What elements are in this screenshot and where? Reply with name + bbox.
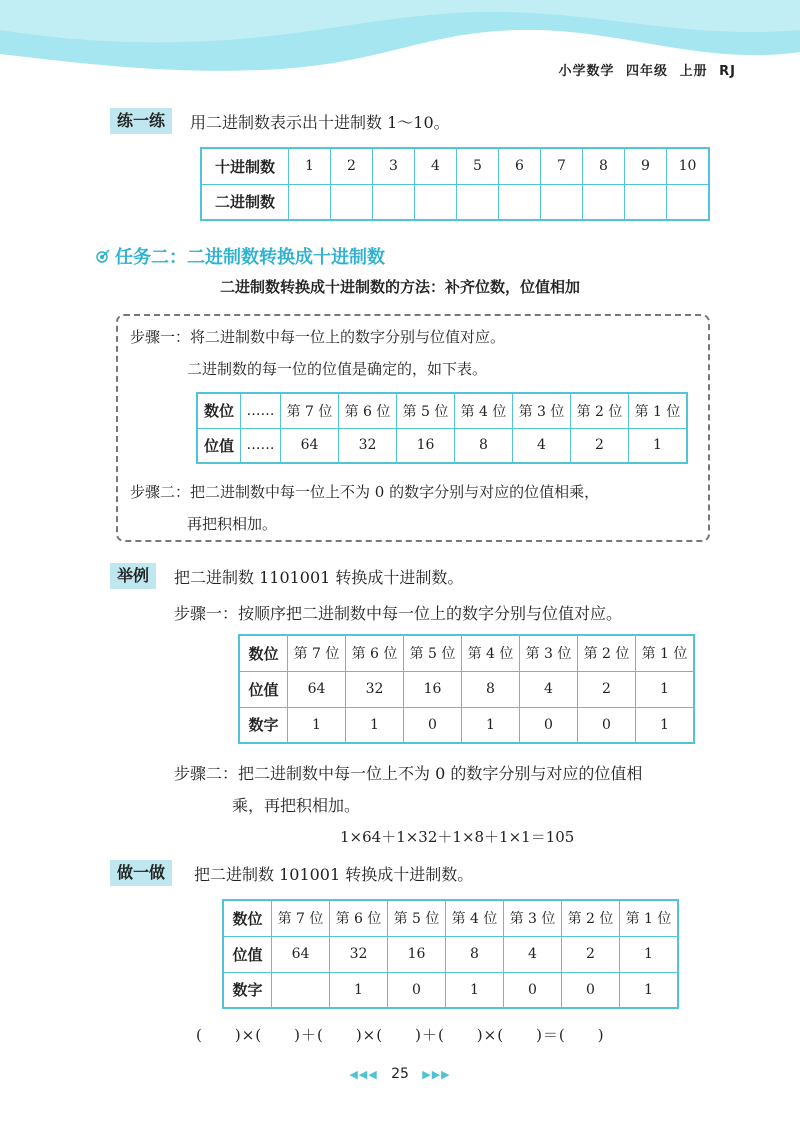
example-text: 把二进制数 1101001 转换成十进制数。 bbox=[174, 568, 464, 587]
example-step1: 步骤一：按顺序把二进制数中每一位上的数字分别与位值对应。 bbox=[174, 604, 623, 623]
position-cell: 第 2 位 bbox=[571, 393, 629, 428]
binary-answer-cell bbox=[583, 184, 625, 220]
digit-cell: 1 bbox=[346, 707, 404, 743]
row-label-place-value: 位值 bbox=[239, 671, 288, 707]
row-label-position: 数位 bbox=[239, 635, 288, 671]
example-step2-line1: 步骤二：把二进制数中每一位上不为 0 的数字分别与对应的位值相 bbox=[174, 764, 643, 783]
header-grade: 四年级 bbox=[626, 64, 669, 79]
row-label-binary: 二进制数 bbox=[201, 184, 289, 220]
digit-cell: 1 bbox=[636, 707, 695, 743]
row-label-place-value: 位值 bbox=[223, 936, 272, 972]
place-value-cell: 64 bbox=[272, 936, 330, 972]
decimal-cell: 7 bbox=[541, 148, 583, 184]
task2-title: 任务二：二进制数转换成十进制数 bbox=[115, 247, 385, 268]
ellipsis-cell: …… bbox=[241, 428, 281, 463]
next-arrows-icon: ▶▶▶ bbox=[422, 1068, 451, 1081]
binary-answer-cell bbox=[541, 184, 583, 220]
example-table bbox=[238, 634, 695, 744]
place-value-cell: 32 bbox=[330, 936, 388, 972]
place-value-cell: 4 bbox=[504, 936, 562, 972]
header-subject: 小学数学 bbox=[558, 64, 615, 79]
row-label-digit: 数字 bbox=[239, 707, 288, 743]
place-value-cell: 16 bbox=[388, 936, 446, 972]
position-cell: 第 4 位 bbox=[462, 635, 520, 671]
place-value-cell: 2 bbox=[578, 671, 636, 707]
method-statement: 二进制数转换成十进制数的方法：补齐位数，位值相加 bbox=[219, 278, 580, 296]
position-cell: 第 6 位 bbox=[346, 635, 404, 671]
position-cell: 第 3 位 bbox=[504, 900, 562, 936]
decimal-cell: 3 bbox=[373, 148, 415, 184]
digit-cell: 0 bbox=[504, 972, 562, 1008]
header-volume: 上册 bbox=[679, 64, 708, 79]
blank-formula: ( )×( )＋( )×( )＋( )×( )＝( ) bbox=[196, 1026, 605, 1044]
box-step2-line2: 再把积相加。 bbox=[187, 515, 278, 533]
position-cell: 第 5 位 bbox=[388, 900, 446, 936]
place-value-cell: 16 bbox=[404, 671, 462, 707]
binary-answer-cell bbox=[373, 184, 415, 220]
page-footer bbox=[0, 1066, 800, 1082]
digit-cell bbox=[272, 972, 330, 1008]
row-label-decimal: 十进制数 bbox=[201, 148, 289, 184]
place-value-cell: 32 bbox=[346, 671, 404, 707]
place-value-cell: 16 bbox=[397, 428, 455, 463]
digit-cell: 1 bbox=[620, 972, 679, 1008]
digit-cell: 1 bbox=[330, 972, 388, 1008]
digit-cell: 1 bbox=[288, 707, 346, 743]
digit-cell: 0 bbox=[520, 707, 578, 743]
exercise-table bbox=[222, 899, 679, 1009]
digit-cell: 0 bbox=[562, 972, 620, 1008]
prev-arrows-icon: ◀◀◀ bbox=[349, 1068, 378, 1081]
place-value-cell: 4 bbox=[520, 671, 578, 707]
binary-answer-cell bbox=[457, 184, 499, 220]
position-cell: 第 5 位 bbox=[397, 393, 455, 428]
box-step2-line1: 步骤二：把二进制数中每一位上不为 0 的数字分别与对应的位值相乘， bbox=[130, 483, 600, 501]
example-tag: 举例 bbox=[110, 563, 156, 589]
row-label-place-value: 位值 bbox=[197, 428, 241, 463]
place-value-cell: 1 bbox=[636, 671, 695, 707]
position-cell: 第 2 位 bbox=[578, 635, 636, 671]
place-value-cell: 8 bbox=[462, 671, 520, 707]
binary-answer-cell bbox=[289, 184, 331, 220]
place-value-cell: 64 bbox=[288, 671, 346, 707]
row-label-position: 数位 bbox=[223, 900, 272, 936]
decimal-cell: 4 bbox=[415, 148, 457, 184]
position-cell: 第 1 位 bbox=[636, 635, 695, 671]
book-header bbox=[559, 60, 737, 79]
ellipsis-cell: …… bbox=[241, 393, 281, 428]
position-cell: 第 6 位 bbox=[330, 900, 388, 936]
binary-answer-cell bbox=[331, 184, 373, 220]
place-value-cell: 1 bbox=[629, 428, 688, 463]
position-cell: 第 1 位 bbox=[629, 393, 688, 428]
position-cell: 第 3 位 bbox=[513, 393, 571, 428]
position-cell: 第 4 位 bbox=[455, 393, 513, 428]
binary-answer-cell bbox=[415, 184, 457, 220]
page-number: 25 bbox=[391, 1066, 409, 1082]
place-value-cell: 2 bbox=[571, 428, 629, 463]
example-formula: 1×64＋1×32＋1×8＋1×1＝105 bbox=[340, 828, 575, 846]
position-cell: 第 3 位 bbox=[520, 635, 578, 671]
practice-text: 用二进制数表示出十进制数 1～10。 bbox=[190, 113, 450, 132]
place-value-cell: 8 bbox=[446, 936, 504, 972]
box-step1: 步骤一：将二进制数中每一位上的数字分别与位值对应。 bbox=[130, 328, 506, 346]
position-cell: 第 7 位 bbox=[281, 393, 339, 428]
decimal-cell: 1 bbox=[289, 148, 331, 184]
position-cell: 第 4 位 bbox=[446, 900, 504, 936]
decimal-cell: 10 bbox=[667, 148, 710, 184]
digit-cell: 0 bbox=[388, 972, 446, 1008]
box-step1-note: 二进制数的每一位的位值是确定的，如下表。 bbox=[187, 360, 488, 378]
position-cell: 第 6 位 bbox=[339, 393, 397, 428]
task2-section-title bbox=[96, 243, 385, 269]
digit-cell: 0 bbox=[404, 707, 462, 743]
example-step2-line2: 乘，再把积相加。 bbox=[232, 796, 361, 815]
header-edition: RJ bbox=[719, 64, 736, 79]
decimal-cell: 2 bbox=[331, 148, 373, 184]
decimal-cell: 5 bbox=[457, 148, 499, 184]
row-label-digit: 数字 bbox=[223, 972, 272, 1008]
exercise-text: 把二进制数 101001 转换成十进制数。 bbox=[194, 865, 474, 884]
row-label-position: 数位 bbox=[197, 393, 241, 428]
place-value-cell: 64 bbox=[281, 428, 339, 463]
practice-tag: 练一练 bbox=[110, 108, 172, 134]
decimal-cell: 8 bbox=[583, 148, 625, 184]
decimal-cell: 6 bbox=[499, 148, 541, 184]
binary-answer-cell bbox=[499, 184, 541, 220]
digit-cell: 0 bbox=[578, 707, 636, 743]
decimal-binary-table bbox=[200, 147, 710, 221]
position-cell: 第 5 位 bbox=[404, 635, 462, 671]
exercise-tag: 做一做 bbox=[110, 860, 172, 886]
position-cell: 第 2 位 bbox=[562, 900, 620, 936]
place-value-cell: 4 bbox=[513, 428, 571, 463]
place-value-table bbox=[196, 392, 688, 464]
binary-answer-cell bbox=[625, 184, 667, 220]
binary-answer-cell bbox=[667, 184, 710, 220]
target-icon bbox=[96, 249, 110, 263]
position-cell: 第 7 位 bbox=[288, 635, 346, 671]
place-value-cell: 32 bbox=[339, 428, 397, 463]
place-value-cell: 8 bbox=[455, 428, 513, 463]
place-value-cell: 2 bbox=[562, 936, 620, 972]
digit-cell: 1 bbox=[446, 972, 504, 1008]
position-cell: 第 1 位 bbox=[620, 900, 679, 936]
decimal-cell: 9 bbox=[625, 148, 667, 184]
place-value-cell: 1 bbox=[620, 936, 679, 972]
digit-cell: 1 bbox=[462, 707, 520, 743]
position-cell: 第 7 位 bbox=[272, 900, 330, 936]
